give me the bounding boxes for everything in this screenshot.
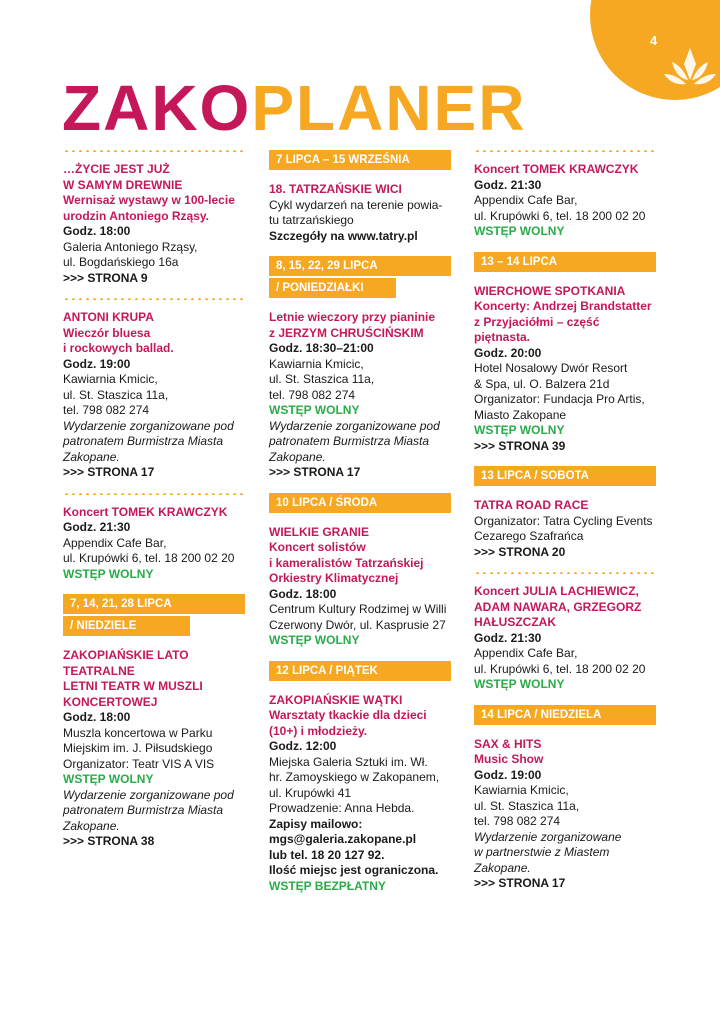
event-line: Wydarzenie zorganizowane: [474, 829, 622, 844]
event-listing: [63, 310, 245, 481]
date-header: [269, 661, 451, 681]
event-line: Godz. 18:00: [63, 710, 131, 724]
dotted-divider: [474, 572, 656, 574]
event-line: urodzin Antoniego Rząsy.: [63, 208, 209, 223]
event-line: ZAKOPIAŃSKIE LATO: [63, 648, 189, 662]
event-line: Koncert TOMEK KRAWCZYK: [63, 504, 228, 519]
event-line: Organizator: Tatra Cycling Events: [474, 513, 653, 528]
event-line: Miejska Galeria Sztuki im. Wł.: [269, 754, 428, 769]
event-line: >>> STRONA 39: [474, 438, 566, 453]
date-bar: 13 LIPCA / SOBOTA: [474, 466, 656, 486]
event-line: ul. Krupówki 41: [269, 785, 352, 800]
date-bar: 8, 15, 22, 29 LIPCA: [269, 256, 451, 276]
event-line: ul. Krupówki 6, tel. 18 200 02 20: [474, 661, 646, 676]
event-line: tu tatrzańskiego: [269, 213, 354, 227]
event-line: LETNI TEATR W MUSZLI: [63, 679, 203, 693]
event-line: Appendix Cafe Bar,: [474, 193, 578, 207]
event-line: >>> STRONA 17: [63, 465, 155, 479]
event-line: WIELKIE GRANIE: [269, 524, 370, 539]
event-line: tel. 798 082 274: [63, 403, 150, 417]
event-line: Koncerty: Andrzej Brandstatter: [474, 299, 652, 313]
date-bar: 7, 14, 21, 28 LIPCA: [63, 594, 245, 614]
event-line: patronatem Burmistrza Miasta: [269, 434, 430, 448]
event-line: ul. St. Staszica 11a,: [269, 372, 375, 386]
event-line: Letnie wieczory przy pianinie: [269, 310, 436, 324]
event-line: Godz. 21:30: [474, 177, 542, 192]
event-line: patronatem Burmistrza Miasta: [63, 434, 224, 448]
dotted-divider: [63, 493, 245, 495]
event-line: Kawiarnia Kmicic,: [474, 783, 569, 797]
column-3: [474, 150, 656, 904]
event-listing: [474, 498, 656, 560]
event-line: Kawiarnia Kmicic,: [269, 356, 364, 371]
event-line: tel. 798 082 274: [474, 814, 561, 828]
event-line: Godz. 21:30: [474, 630, 542, 645]
event-line: Koncert TOMEK KRAWCZYK: [474, 162, 639, 176]
event-line: WSTĘP WOLNY: [474, 677, 565, 691]
event-line: Godz. 18:00: [269, 586, 337, 601]
event-listing: [269, 693, 451, 895]
date-header: [269, 150, 451, 170]
event-line: Muszla koncertowa w Parku: [63, 725, 213, 740]
event-line: z JERZYM CHRUŚCIŃSKIM: [269, 325, 424, 340]
event-line: Zakopane.: [63, 449, 120, 464]
event-line: hr. Zamoyskiego w Zakopanem,: [269, 770, 440, 784]
event-line: ul. Krupówki 6, tel. 18 200 02 20: [63, 551, 235, 565]
page-number: 4: [650, 33, 658, 48]
event-listing: [474, 284, 656, 455]
date-header: [63, 594, 245, 636]
column-2: [269, 150, 451, 906]
event-line: Miasto Zakopane: [474, 407, 567, 422]
event-line: TEATRALNE: [63, 663, 135, 678]
event-line: i rockowych ballad.: [63, 341, 174, 355]
logo-zako: ZAKO: [62, 72, 252, 144]
event-line: WSTĘP WOLNY: [63, 772, 154, 786]
event-line: >>> STRONA 17: [474, 876, 566, 890]
event-line: Godz. 20:00: [474, 345, 542, 360]
event-line: ADAM NAWARA, GRZEGORZ: [474, 599, 642, 614]
event-listing: [269, 182, 451, 244]
event-line: WSTĘP WOLNY: [63, 566, 154, 581]
event-line: (10+) i młodzieży.: [269, 723, 368, 738]
event-line: WSTĘP WOLNY: [269, 633, 360, 647]
event-line: Ilość miejsc jest ograniczona.: [269, 863, 439, 877]
event-line: WSTĘP WOLNY: [474, 423, 565, 437]
event-line: Zakopane.: [63, 818, 120, 833]
event-line: Prowadzenie: Anna Hebda.: [269, 801, 415, 815]
event-line: tel. 798 082 274: [269, 387, 356, 402]
event-line: piętnasta.: [474, 330, 531, 344]
event-line: Wydarzenie zorganizowane pod: [63, 787, 234, 802]
event-line: SAX & HITS: [474, 736, 542, 751]
event-listing: [269, 525, 451, 649]
event-line: …ŻYCIE JEST JUŻ: [63, 162, 170, 176]
event-line: w partnerstwie z Miastem: [474, 845, 610, 859]
event-line: Organizator: Fundacja Pro Artis,: [474, 392, 645, 406]
event-line: HAŁUSZCZAK: [474, 615, 556, 629]
event-listing: [63, 162, 245, 286]
event-line: mgs@galeria.zakopane.pl: [269, 832, 417, 846]
date-header: [474, 252, 656, 272]
dotted-divider: [63, 150, 245, 152]
event-line: Music Show: [474, 752, 544, 766]
date-bar: 14 LIPCA / NIEDZIELA: [474, 705, 656, 725]
event-line: Zakopane.: [474, 860, 531, 875]
event-line: ul. Krupówki 6, tel. 18 200 02 20: [474, 208, 646, 223]
date-bar: 13 – 14 LIPCA: [474, 252, 656, 272]
event-line: Godz. 21:30: [63, 520, 131, 534]
event-line: Galeria Antoniego Rząsy,: [63, 239, 198, 254]
event-line: ul. St. Staszica 11a,: [63, 387, 169, 402]
event-line: Zakopane.: [269, 449, 326, 464]
event-line: WIERCHOWE SPOTKANIA: [474, 283, 626, 298]
date-bar: 12 LIPCA / PIĄTEK: [269, 661, 451, 681]
event-line: >>> STRONA 17: [269, 465, 361, 479]
event-line: Appendix Cafe Bar,: [63, 535, 167, 550]
event-line: Centrum Kultury Rodzimej w Willi: [269, 602, 447, 616]
event-line: ZAKOPIAŃSKIE WĄTKI: [269, 692, 403, 707]
event-line: Warsztaty tkackie dla dzieci: [269, 708, 427, 722]
event-line: Wydarzenie zorganizowane pod: [269, 418, 440, 433]
event-line: Godz. 18:30–21:00: [269, 341, 374, 355]
event-listing: [269, 310, 451, 481]
dotted-divider: [474, 150, 656, 152]
event-line: Hotel Nosalowy Dwór Resort: [474, 361, 628, 375]
event-line: >>> STRONA 9: [63, 270, 148, 285]
event-line: Zapisy mailowo:: [269, 816, 363, 831]
date-bar: 10 LIPCA / ŚRODA: [269, 493, 451, 513]
event-line: & Spa, ul. O. Balzera 21d: [474, 376, 610, 391]
event-line: Godz. 18:00: [63, 224, 131, 238]
event-line: Godz. 19:00: [63, 356, 131, 371]
event-line: ANTONI KRUPA: [63, 310, 154, 324]
event-line: ul. St. Staszica 11a,: [474, 798, 580, 813]
event-line: KONCERTOWEJ: [63, 694, 158, 709]
event-listing: [474, 737, 656, 892]
zakoplaner-logo: [62, 72, 527, 144]
event-line: WSTĘP BEZPŁATNY: [269, 878, 386, 893]
date-header: [474, 466, 656, 486]
column-1: [63, 150, 245, 862]
event-line: z Przyjaciółmi – część: [474, 314, 600, 329]
event-line: Godz. 19:00: [474, 767, 542, 782]
event-listing: [63, 648, 245, 850]
event-line: Kawiarnia Kmicic,: [63, 372, 158, 386]
mountain-flower-icon: [660, 40, 720, 90]
event-line: TATRA ROAD RACE: [474, 498, 589, 512]
event-line: Czerwony Dwór, ul. Kasprusie 27: [269, 617, 446, 632]
event-line: patronatem Burmistrza Miasta: [63, 803, 224, 817]
event-line: ul. Bogdańskiego 16a: [63, 255, 179, 269]
date-header: [269, 256, 451, 298]
event-line: >>> STRONA 38: [63, 834, 155, 848]
event-line: Koncert solistów: [269, 540, 366, 554]
event-line: Cykl wydarzeń na terenie powia-: [269, 197, 443, 212]
event-line: Wernisaż wystawy w 100-lecie: [63, 193, 235, 207]
event-line: W SAMYM DREWNIE: [63, 177, 183, 192]
event-line: WSTĘP WOLNY: [269, 403, 360, 417]
event-line: i kameralistów Tatrzańskiej: [269, 555, 424, 570]
event-line: 18. TATRZAŃSKIE WICI: [269, 182, 402, 196]
event-listing: [63, 505, 245, 583]
dotted-divider: [63, 298, 245, 300]
event-line: WSTĘP WOLNY: [474, 224, 565, 238]
event-line: Organizator: Teatr VIS A VIS: [63, 756, 215, 771]
date-header: [269, 493, 451, 513]
event-line: Koncert JULIA LACHIEWICZ,: [474, 584, 639, 598]
event-line: Miejskim im. J. Piłsudskiego: [63, 741, 213, 755]
event-line: Orkiestry Klimatycznej: [269, 571, 399, 585]
date-header: [474, 705, 656, 725]
event-line: Wieczór bluesa: [63, 325, 151, 340]
event-listing: [474, 162, 656, 240]
date-bar: / PONIEDZIAŁKI: [269, 278, 396, 298]
event-line: lub tel. 18 20 127 92.: [269, 847, 385, 862]
date-bar: 7 LIPCA – 15 WRZEŚNIA: [269, 150, 451, 170]
date-bar: / NIEDZIELE: [63, 616, 190, 636]
logo-planer: PLANER: [251, 72, 527, 144]
event-line: >>> STRONA 20: [474, 544, 566, 559]
event-line: Wydarzenie zorganizowane pod: [63, 418, 234, 433]
event-listing: [474, 584, 656, 693]
event-line: Szczegóły na www.tatry.pl: [269, 228, 418, 243]
event-line: Cezarego Szafrańca: [474, 529, 584, 543]
event-line: Godz. 12:00: [269, 739, 337, 753]
event-line: Appendix Cafe Bar,: [474, 646, 578, 660]
